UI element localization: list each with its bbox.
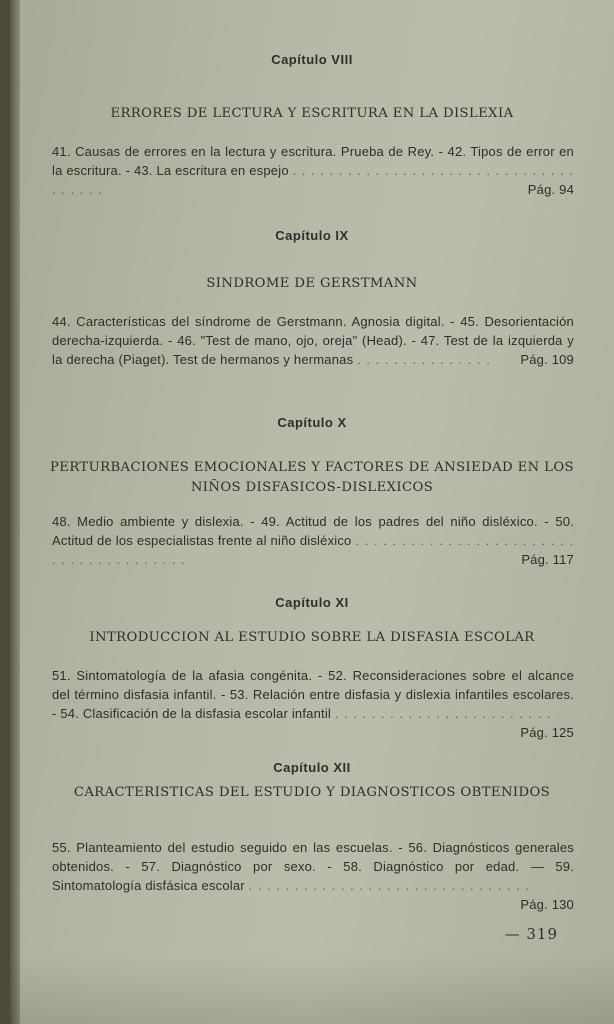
page-ref-10: Pág. 117 — [521, 552, 574, 567]
entries-text-10: 48. Medio ambiente y dislexia. - 49. Actitud de los padres del niño disléxico. - 50. Actitud de los especialistas frente al niño disléxico — [52, 514, 574, 548]
book-page — [10, 0, 614, 1024]
page-shadow — [10, 954, 614, 1024]
chapter-heading-11: Capítulo XI — [275, 595, 349, 610]
chapter-entries-8 — [52, 142, 574, 199]
leader-dots: . . . . . . . . . . . . . . . . . . . . . . . . . . . . . . . — [248, 878, 530, 893]
page-number: — 319 — [504, 925, 558, 943]
leader-dots: . . . . . . . . . . . . . . . . . . . . . . . . . . . . . . . . . . . . . . . — [52, 533, 574, 567]
table-of-contents — [10, 0, 614, 1024]
chapter-entries-9 — [52, 312, 574, 369]
entries-text-8: 41. Causas de errores en la lectura y escritura. Prueba de Rey. - 42. Tipos de error en la escritura. - 43. La escritura en espejo — [52, 144, 574, 178]
chapter-title-12: CARACTERISTICAS DEL ESTUDIO Y DIAGNOSTICOS OBTENIDOS — [73, 785, 551, 800]
chapter-title-9: SINDROME DE GERSTMANN — [206, 276, 418, 291]
page-ref-9: Pág. 109 — [520, 352, 574, 367]
page-ref-12: Pág. 130 — [520, 897, 574, 912]
chapter-heading-10: Capítulo X — [277, 415, 347, 430]
chapter-entries-11 — [52, 666, 574, 742]
leader-dots: . . . . . . . . . . . . . . . — [357, 352, 491, 367]
entries-text-9: 44. Características del síndrome de Gerstmann. Agnosia digital. - 45. Desorientación derecha-izquierda. - 46. "Test de mano, ojo, oreja" (Head). - 47. Test de la izquierda y la derecha (Piaget). Test de hermanos y hermanas — [52, 314, 574, 367]
page-ref-11: Pág. 125 — [520, 725, 574, 740]
chapter-entries-10 — [52, 512, 574, 569]
chapter-heading-12: Capítulo XII — [273, 760, 351, 775]
entries-text-11: 51. Sintomatología de la afasia congénita. - 52. Reconsideraciones sobre el alcance del término disfasia infantil. - 53. Relación entre disfasia y dislexia infantiles escolares. - 54. Clasificación de la disfasia escolar infantil — [52, 668, 574, 721]
leader-dots: . . . . . . . . . . . . . . . . . . . . . . . . . . . . . . . . . . . . . — [52, 163, 575, 197]
page-ref-8: Pág. 94 — [527, 182, 574, 197]
chapter-title-8: ERRORES DE LECTURA Y ESCRITURA EN LA DISLEXIA — [110, 106, 514, 121]
chapter-heading-8: Capítulo VIII — [271, 52, 353, 67]
chapter-title-11: INTRODUCCION AL ESTUDIO SOBRE LA DISFASIA ESCOLAR — [89, 630, 535, 645]
entries-text-12: 55. Planteamiento del estudio seguido en las escuelas. - 56. Diagnósticos generales obtenidos. - 57. Diagnóstico por sexo. - 58. Diagnóstico por edad. — 59. Sintomatología disfásica escolar — [52, 840, 574, 893]
leader-dots: . . . . . . . . . . . . . . . . . . . . . . . . — [334, 706, 552, 721]
chapter-heading-9: Capítulo IX — [275, 228, 349, 243]
chapter-title-10: PERTURBACIONES EMOCIONALES Y FACTORES DE ANSIEDAD EN LOS NIÑOS DISFASICOS-DISLEXICOS — [50, 460, 574, 495]
chapter-entries-12 — [52, 838, 574, 914]
